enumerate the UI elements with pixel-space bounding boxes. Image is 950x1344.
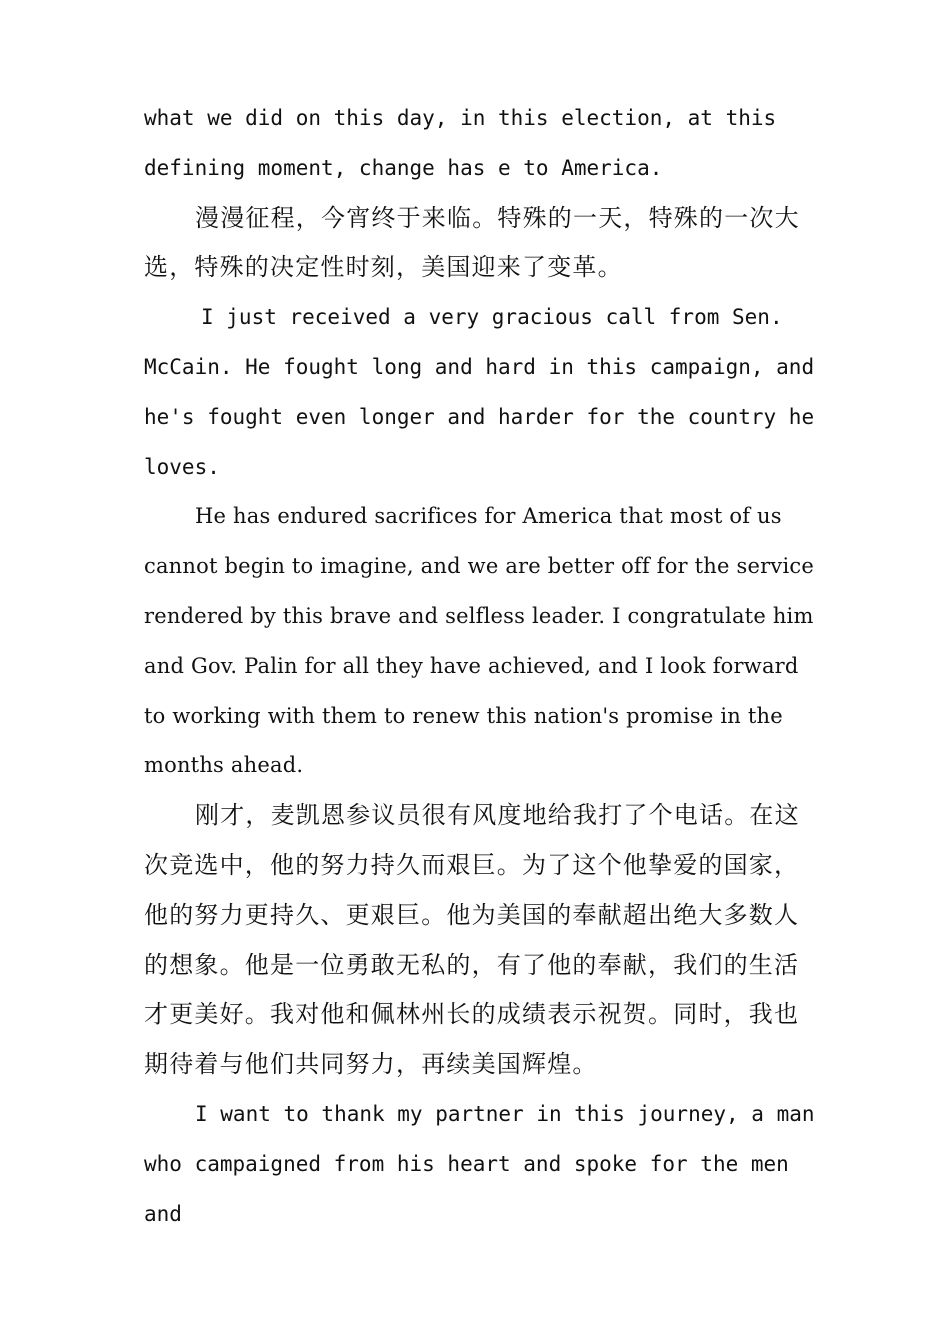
paragraph-english-1: what we did on this day, in this election, at this defining moment, change has e to America. xyxy=(144,106,777,180)
paragraph-english-4: I want to thank my partner in this journey, a man who campaigned from his heart and spoke for the men and xyxy=(144,1101,815,1226)
paragraph-english-2: I just received a very gracious call from Sen. McCain. He fought long and hard in this campaign, and he's fought even longer and harder for the country he loves. xyxy=(144,305,815,479)
paragraph-chinese-2: 刚才，麦凯恩参议员很有风度地给我打了个电话。在这次竞选中，他的努力持久而艰巨。为了这个他挚爱的国家，他的努力更持久、更艰巨。他为美国的奉献超出绝大多数人的想象。他是一位勇敢无私的，有了他的奉献，我们的生活才更美好。我对他和佩林州长的成绩表示祝贺。同时，我也期待着与他们共同努力，再续美国辉煌。 xyxy=(144,801,800,1079)
paragraph-english-3: He has endured sacrifices for America that most of us cannot begin to imagine, and we are better off for the service rendered by this brave and selfless leader. I congratulate him and Gov. Palin for all they have achieved, and I look forward to working with them to renew this nation's promise in the months ahead. xyxy=(144,504,814,778)
document-body xyxy=(144,94,820,1239)
paragraph-chinese-1: 漫漫征程，今宵终于来临。特殊的一天，特殊的一次大选，特殊的决定性时刻，美国迎来了变革。 xyxy=(144,203,800,282)
